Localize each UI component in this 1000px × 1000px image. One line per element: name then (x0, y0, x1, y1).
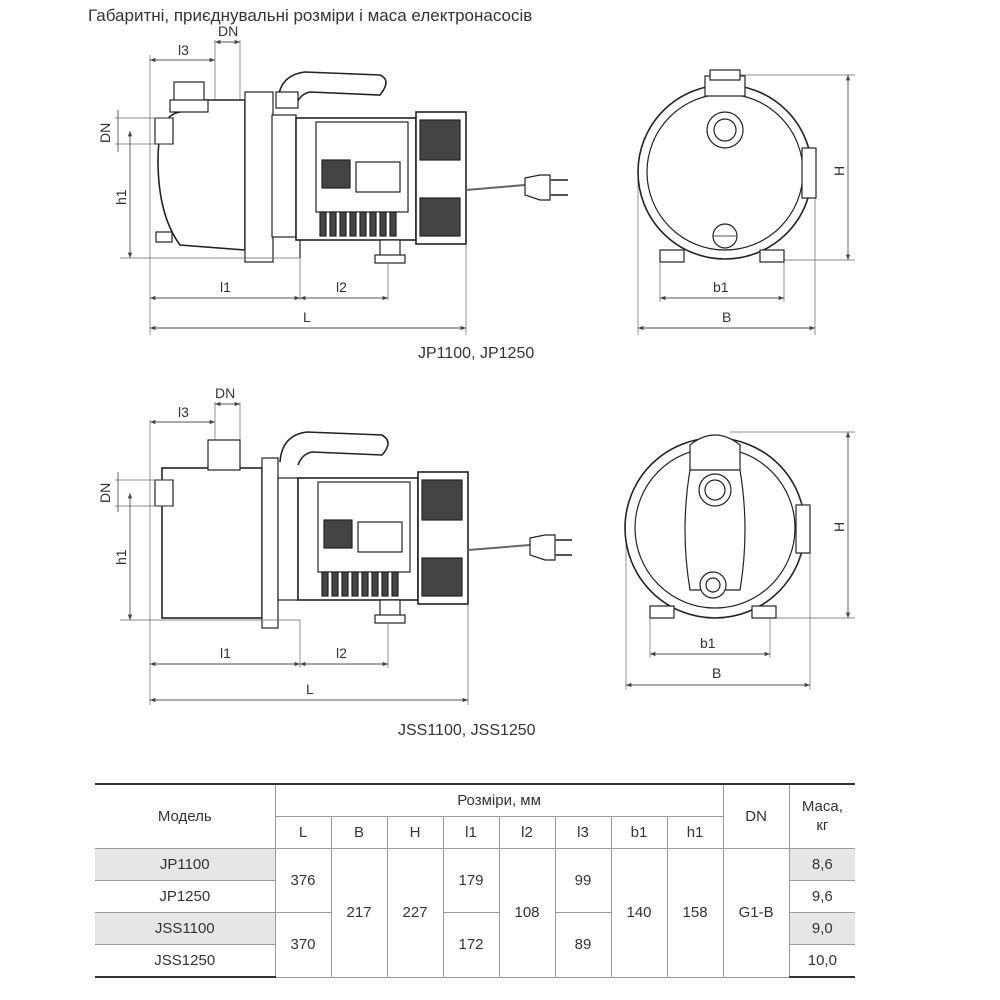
row-mass: 9,6 (789, 881, 855, 913)
jss-label-l3: l3 (178, 404, 189, 420)
jp-label-l1: l1 (220, 279, 231, 295)
jp-label-dn-side: DN (97, 122, 113, 143)
col-header-b1: b1 (611, 817, 667, 849)
cell-l2: 108 (499, 849, 555, 978)
cell-l3-jp: 99 (555, 849, 611, 913)
cell-H: 227 (387, 849, 443, 978)
mass-header: Маса, кг (789, 784, 855, 849)
cell-h1: 158 (667, 849, 723, 978)
jp-label-l2: l2 (336, 279, 347, 295)
jp-label-B: B (722, 309, 732, 325)
row-model: JP1100 (95, 849, 275, 881)
col-header-H: H (387, 817, 443, 849)
cell-B: 217 (331, 849, 387, 978)
model-header: Модель (95, 784, 275, 849)
cell-l1-jp: 179 (443, 849, 499, 913)
row-mass: 10,0 (789, 945, 855, 978)
jp-label-l3: l3 (178, 42, 189, 58)
cell-l3-jss: 89 (555, 913, 611, 978)
jss-label-L: L (306, 681, 314, 697)
jp-model-label: JP1100, JP1250 (418, 345, 535, 362)
col-header-L: L (275, 817, 331, 849)
cell-L-jss: 370 (275, 913, 331, 978)
dn-header: DN (723, 784, 789, 849)
jp-label-H: H (831, 165, 847, 176)
jss-label-l1: l1 (220, 645, 231, 661)
jss-label-dn-side: DN (97, 482, 113, 503)
jss-label-l2: l2 (336, 645, 347, 661)
col-header-l3: l3 (555, 817, 611, 849)
col-header-l1: l1 (443, 817, 499, 849)
cell-L-jp: 376 (275, 849, 331, 913)
col-header-l2: l2 (499, 817, 555, 849)
jss-model-label: JSS1100, JSS1250 (398, 722, 536, 739)
jss-label-b1: b1 (700, 635, 716, 651)
jp-label-h1: h1 (113, 189, 129, 205)
jss-front-view (625, 432, 855, 690)
col-header-h1: h1 (667, 817, 723, 849)
jp-label-L: L (303, 309, 311, 325)
col-header-B: B (331, 817, 387, 849)
jss-label-H: H (831, 521, 847, 532)
cell-l1-jss: 172 (443, 913, 499, 978)
jss-label-h1: h1 (113, 549, 129, 565)
cell-dn: G1-B (723, 849, 789, 978)
jss-label-dn-top: DN (215, 385, 236, 401)
jp-front-view (638, 70, 855, 335)
jss-side-view (97, 385, 572, 705)
jp-side-view (97, 23, 568, 335)
jss-label-B: B (712, 665, 722, 681)
table-row (95, 849, 855, 881)
spec-table (95, 783, 855, 978)
row-model: JSS1100 (95, 913, 275, 945)
jp-label-b1: b1 (713, 279, 729, 295)
cell-b1: 140 (611, 849, 667, 978)
row-model: JSS1250 (95, 945, 275, 978)
page-title: Габаритні, приєднувальні розміри і маса електронасосів (88, 6, 533, 25)
row-model: JP1250 (95, 881, 275, 913)
jp-label-dn-top: DN (218, 23, 239, 39)
row-mass: 9,0 (789, 913, 855, 945)
sizes-header: Розміри, мм (275, 784, 723, 817)
row-mass: 8,6 (789, 849, 855, 881)
